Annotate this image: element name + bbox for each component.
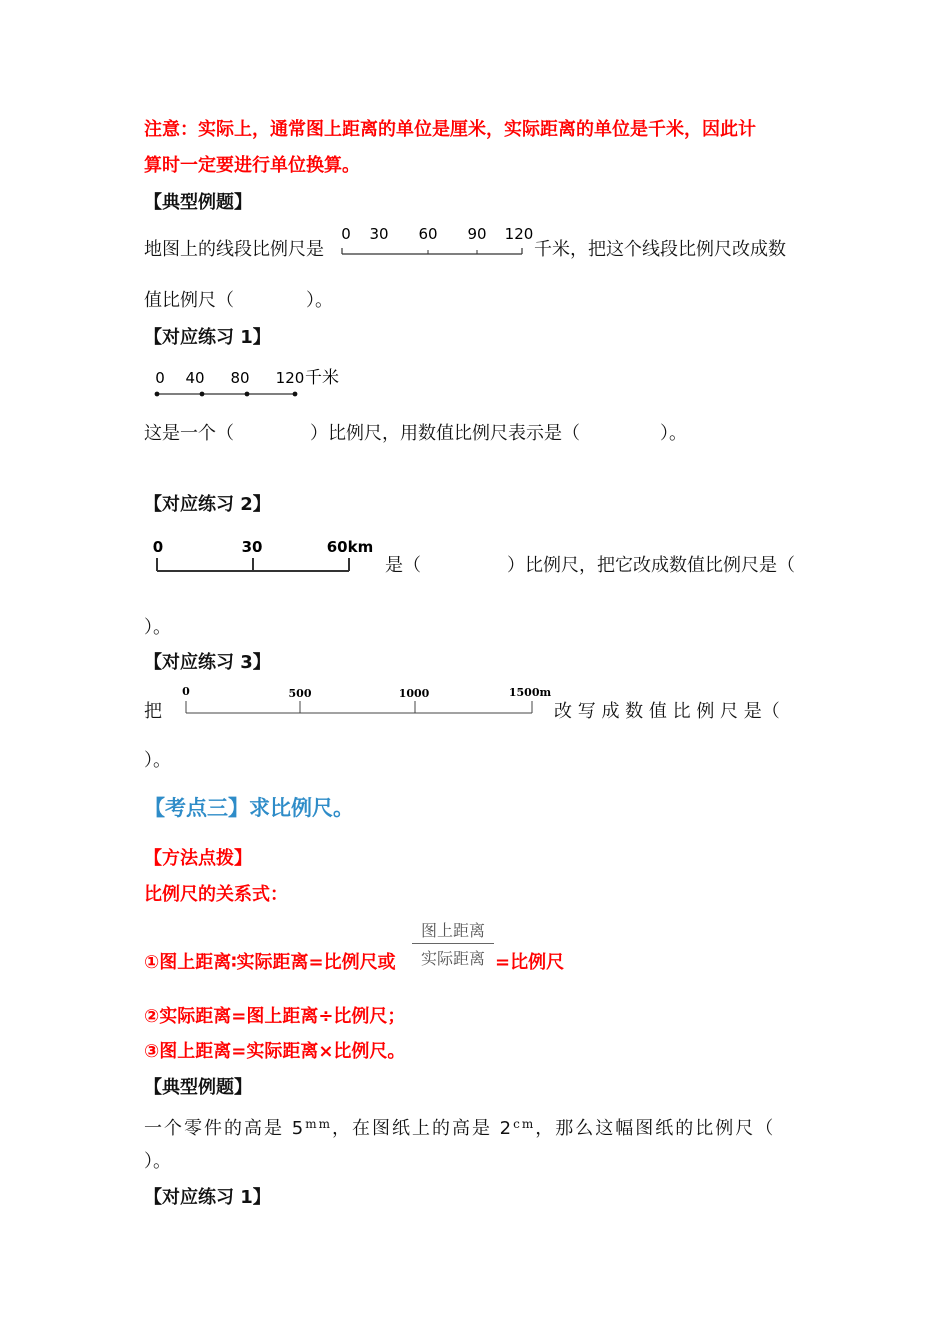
formula-1a: ①图上距离∶实际距离=比例尺或 <box>144 952 396 973</box>
practice2-question-b: ）比例尺，把它改成数值比例尺是（ <box>507 555 795 576</box>
example2-unit-b: cm <box>513 1117 536 1131</box>
practice1-tick-120: 120 <box>275 369 305 387</box>
example1-tick-0: 0 <box>341 225 351 243</box>
topic3-title: 【考点三】求比例尺。 <box>144 796 354 820</box>
example2-text-b: ，在图纸上的高是 2 <box>331 1118 514 1139</box>
practice3-line-2: ）。 <box>144 750 171 771</box>
example2-unit-a: mm <box>305 1117 332 1131</box>
practice3-suffix: 改 写 成 数 值 比 例 尺 是（ <box>554 701 780 722</box>
relation-heading: 比例尺的关系式： <box>144 884 288 905</box>
example1-line-2: 值比例尺（ ）。 <box>144 290 333 311</box>
practice1-line-scale <box>150 366 350 398</box>
example1-tick-120: 120 <box>504 225 534 243</box>
practice3-heading: 【对应练习 3】 <box>144 652 271 673</box>
fraction-denominator: 实际距离 <box>420 949 485 968</box>
practice2-question <box>385 555 795 577</box>
example2-line-2: ）。 <box>144 1151 171 1172</box>
ratio-fraction <box>412 918 494 969</box>
example1-tick-60: 60 <box>418 225 438 243</box>
practice2-heading: 【对应练习 2】 <box>144 494 271 515</box>
example2-text-a: 一个零件的高是 5 <box>144 1118 306 1139</box>
practice1-question-a: 这是一个（ <box>144 423 234 444</box>
practice1-heading: 【对应练习 1】 <box>144 327 271 348</box>
example1-tick-30: 30 <box>369 225 389 243</box>
practice1-tick-40: 40 <box>185 369 205 387</box>
formula-3: ③图上距离=实际距离×比例尺。 <box>144 1041 406 1062</box>
practice3-line-scale <box>180 683 550 719</box>
practice1-unit: 千米 <box>305 368 339 388</box>
formula-2: ②实际距离=图上距离÷比例尺； <box>144 1006 406 1027</box>
practice3-tick-1000: 1000 <box>398 687 430 700</box>
practice2-line-2: ）。 <box>144 617 171 638</box>
example1-line-scale <box>340 222 534 262</box>
fraction-numerator: 图上距离 <box>412 918 494 944</box>
practice1-question-b: ）比例尺，用数值比例尺表示是（ <box>310 423 580 444</box>
method-heading: 【方法点拨】 <box>144 848 252 869</box>
practice2-tick-60km: 60km <box>326 538 374 556</box>
note-line-1: 注意：实际上，通常图上距离的单位是厘米，实际距离的单位是千米，因此计 <box>144 119 756 140</box>
practice3-tick-0: 0 <box>182 685 190 698</box>
practice1-question <box>144 423 687 445</box>
practice-end-heading: 【对应练习 1】 <box>144 1187 271 1208</box>
practice3-tick-1500m: 1500m <box>508 686 552 699</box>
practice1-tick-80: 80 <box>230 369 250 387</box>
practice2-question-a: 是（ <box>385 555 421 576</box>
example-heading: 【典型例题】 <box>144 192 252 213</box>
example2-question <box>144 1113 775 1140</box>
practice2-tick-0: 0 <box>152 538 164 556</box>
example2-heading: 【典型例题】 <box>144 1077 252 1098</box>
practice1-tick-0: 0 <box>155 369 165 387</box>
example1-text-before: 地图上的线段比例尺是 <box>144 239 324 260</box>
example1-tick-90: 90 <box>467 225 487 243</box>
practice2-line-scale <box>150 536 380 576</box>
practice3-tick-500: 500 <box>288 687 312 700</box>
practice1-question-c: ）。 <box>660 423 687 444</box>
practice3-prefix: 把 <box>144 701 162 722</box>
formula-1b: =比例尺 <box>495 952 565 973</box>
example1-text-after: 千米，把这个线段比例尺改成数 <box>534 239 786 260</box>
practice2-tick-30: 30 <box>241 538 263 556</box>
note-line-2: 算时一定要进行单位换算。 <box>144 155 360 176</box>
example2-text-c: ，那么这幅图纸的比例尺（ <box>535 1118 776 1139</box>
